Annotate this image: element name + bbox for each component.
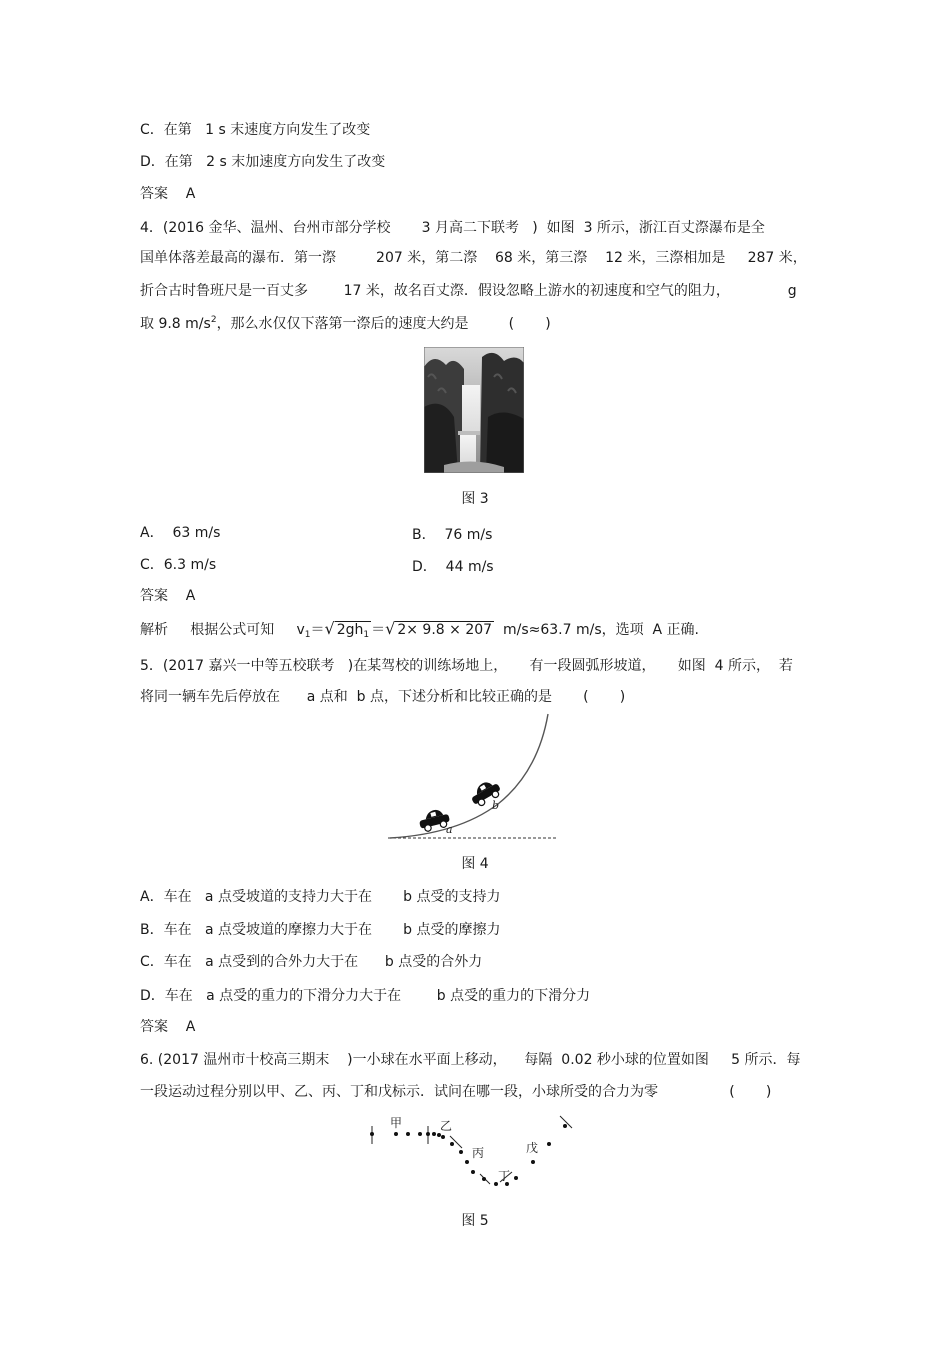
- option-4a: A． 63 m/s: [140, 525, 221, 541]
- figure-5-caption: 图 5: [461, 1213, 489, 1229]
- option-5c: C．车在 a 点受到的合外力大于在 b 点受的合外力: [140, 954, 483, 970]
- question-4-line-3: 折合古时鲁班尺是一百丈多 17 米，故名百丈漈．假设忽略上游水的初速度和空气的阻力， g: [140, 283, 797, 299]
- question-5-line-1: 5．(2017 嘉兴一中等五校联考 )在某驾校的训练场地上， 有一段圆弧形坡道， 如图 4 所示， 若: [140, 658, 793, 674]
- slope-figure: [388, 712, 558, 842]
- label-bing: 丙: [472, 1146, 485, 1160]
- answer-5: 答案 A: [140, 1019, 196, 1035]
- question-4-line-2: 国单体落差最高的瀑布．第一漈 207 米，第二漈 68 米，第三漈 12 米，三漈相加是 287 米，: [140, 250, 807, 266]
- solution-4: 解析 根据公式可知 $v_1=√$ $2gh_1$ ＝√ 2× 9.8 × 207 m/s≈63.7 m/s，选项 A 正确.: [140, 619, 699, 640]
- option-5d: D．车在 a 点受的重力的下滑分力大于在 b 点受的重力的下滑分力: [140, 988, 591, 1004]
- question-5-line-2: 将同一辆车先后停放在 a 点和 b 点，下述分析和比较正确的是 ( ): [140, 689, 626, 705]
- answer-4: 答案 A: [140, 588, 196, 604]
- option-4b: B． 76 m/s: [412, 527, 493, 543]
- question-4-line-4: 取 9.8 $m/s^2$，那么水仅仅下落第一漈后的速度大约是 ( ): [140, 315, 551, 332]
- label-ding: 丁: [498, 1169, 511, 1183]
- label-yi: 乙: [440, 1119, 453, 1133]
- figure-4-caption: 图 4: [461, 856, 489, 872]
- option-c-prev: C．在第 1 s 末速度方向发生了改变: [140, 122, 371, 138]
- figure-3-caption: 图 3: [461, 491, 489, 507]
- label-jia: 甲: [390, 1116, 403, 1130]
- option-d-prev: D．在第 2 s 末加速度方向发生了改变: [140, 154, 386, 170]
- option-4d: D． 44 m/s: [412, 559, 494, 575]
- question-4-line-1: 4．(2016 金华、温州、台州市部分学校 3 月高二下联考 ) 如图 3 所示，浙江百丈漈瀑布是全: [140, 220, 765, 236]
- option-5a: A．车在 a 点受坡道的支持力大于在 b 点受的支持力: [140, 889, 501, 905]
- option-5b: B．车在 a 点受坡道的摩擦力大于在 b 点受的摩擦力: [140, 922, 501, 938]
- option-4c: C．6.3 m/s: [140, 557, 217, 573]
- question-6-line-2: 一段运动过程分别以甲、乙、丙、丁和戊标示．试问在哪一段，小球所受的合力为零 ( ): [140, 1084, 772, 1100]
- waterfall-image: [424, 347, 524, 473]
- answer-3: 答案 A: [140, 186, 196, 202]
- point-a-label: a: [446, 823, 453, 836]
- point-b-label: b: [492, 799, 500, 812]
- ball-positions-figure: [366, 1112, 580, 1194]
- question-6-line-1: 6. (2017 温州市十校高三期末 )一小球在水平面上移动， 每隔 0.02 秒小球的位置如图 5 所示．每: [140, 1052, 801, 1068]
- label-wu: 戊: [526, 1141, 539, 1155]
